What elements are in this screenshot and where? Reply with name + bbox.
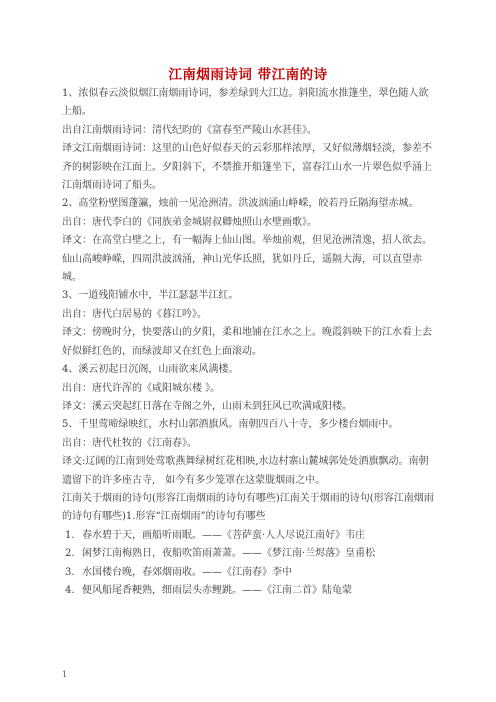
poem-list bbox=[62, 527, 434, 601]
paragraph: 1、浓似春云淡似烟江南烟雨诗词，参差绿到大江边。斜阳流水推篷坐，翠色随人欲上船。 bbox=[62, 88, 429, 118]
paragraph: 译文：在高堂白壁之上，有一幅海上仙山图。举烛前观，但见沧洲清逸，招人欲去。仙山高峻峥嵘，四周洪波汹涌，神山光华氐照，犹如丹丘，遥隔大海，可以直望赤城。 bbox=[62, 235, 432, 284]
paragraph: 出自：唐代李白的《同族弟金城尉叔卿烛照山水壁画歌》。 bbox=[62, 216, 317, 228]
list-item bbox=[62, 582, 434, 600]
paragraph: 江南关于烟雨的诗句(形容江南烟雨的诗句有哪些)江南关于烟雨的诗句(形容江南烟雨的诗句有哪些)1.形容“江南烟雨”的诗句有哪些 bbox=[62, 492, 434, 523]
list-item bbox=[62, 564, 434, 582]
paragraph: 出自：唐代杜牧的《江南春》。 bbox=[62, 437, 197, 449]
list-number: 3. bbox=[65, 566, 75, 578]
paragraph: 出自江南烟雨诗词：清代纪昀的《富春至严陵山水甚佳》。 bbox=[62, 124, 317, 136]
paragraph: 4、溪云初起日沉阁，山雨欲来风满楼。 bbox=[62, 364, 239, 376]
document-title: 江南烟雨诗词 带江南的诗 bbox=[168, 67, 328, 83]
paragraph: 出自：唐代白居易的《暮江吟》。 bbox=[62, 308, 207, 320]
paragraph: 译文：傍晚时分，快要落山的夕阳，柔和地铺在江水之上。晚霞斜映下的江水看上去好似鲜红色的，而绿波却又在红色上面滚动。 bbox=[62, 327, 432, 357]
list-text: 闲梦江南梅熟日，夜船吹笛雨萧萧。——《梦江南·兰烬落》皇甫松 bbox=[82, 548, 376, 560]
list-text: 便风船尾香粳熟，细雨层头赤鲤跳。——《江南二首》陆龟蒙 bbox=[82, 584, 352, 596]
paragraph: 译文江南烟雨诗词：这里的山色好似春天的云彩那样浓厚，又好似薄烟轻淡，参差不齐的树影映在江面上。夕阳斜下，不禁推开船篷坐下，富春江山水一片翠色似乎涌上江南烟雨诗词了船头。 bbox=[62, 143, 432, 192]
paragraph: 5、千里莺啼绿映红，水村山郭酒旗风。南朝四百八十寺，多少楼台烟雨中。 bbox=[62, 419, 399, 431]
list-number: 2. bbox=[65, 548, 75, 560]
list-number: 4. bbox=[65, 584, 75, 596]
paragraph: 出自：唐代许浑的《咸阳城东楼 》。 bbox=[62, 382, 221, 394]
paragraph: 2、高堂粉壁图蓬瀛，烛前一见沧洲清。洪波汹涌山峥嵘，皎若丹丘隔海望赤城。 bbox=[62, 198, 419, 210]
list-text: 水国楼台晚，春郊烟雨收。——《江南春》李中 bbox=[82, 566, 292, 578]
list-item bbox=[62, 527, 434, 545]
page-number: 1 bbox=[62, 670, 68, 679]
list-text: 春水碧于天，画船听雨眠。——《菩萨蛮·人人尽说江南好》韦庄 bbox=[82, 529, 366, 541]
document-body bbox=[62, 85, 434, 600]
paragraph: 3、一道残阳铺水中，半江瑟瑟半江红。 bbox=[62, 290, 239, 302]
paragraph: 译文:辽阔的江南到处莺歌燕舞绿树红花相映,水边村寨山麓城郭处处酒旗飘动。南朝遗留下的许多座古寺, 如今有多少笼罩在这蒙胧烟雨之中。 bbox=[62, 456, 429, 486]
list-number: 1. bbox=[65, 529, 75, 541]
list-item bbox=[62, 545, 434, 563]
paragraph: 译文：溪云突起红日落在寺阁之外，山雨未到狂风已吹满咸阳楼。 bbox=[62, 400, 352, 412]
